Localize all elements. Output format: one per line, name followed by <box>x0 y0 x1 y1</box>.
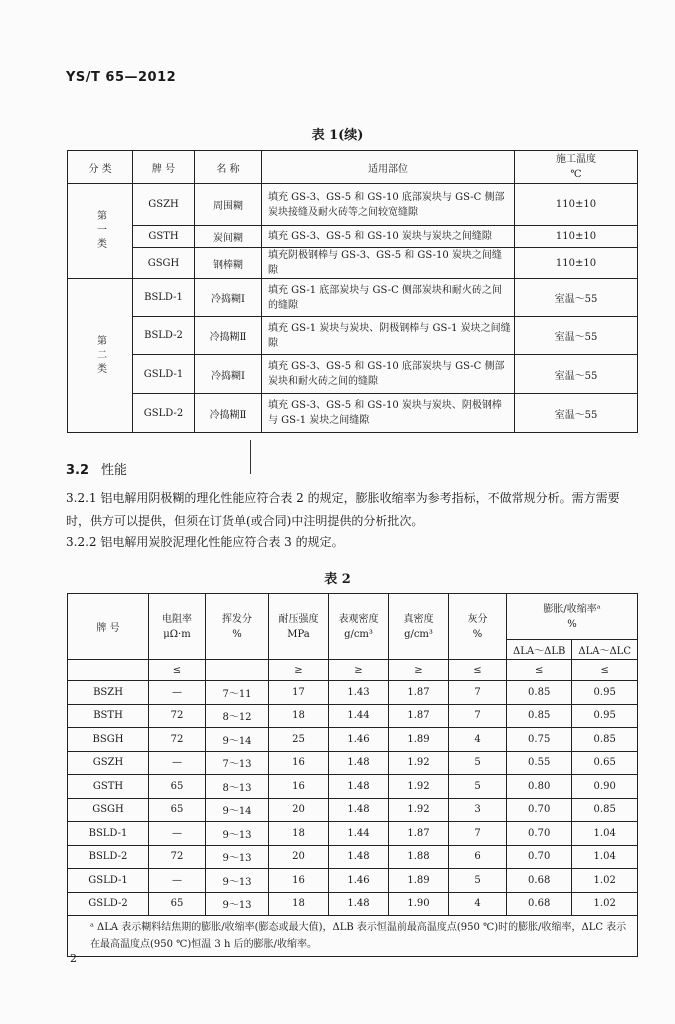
table-row <box>68 317 638 355</box>
table2-cell: 0.95 <box>572 704 638 728</box>
table1-place: 填充 GS-1 底部炭块与 GS-C 侧部炭块和耐火砖之间的缝隙 <box>262 279 515 317</box>
table2-cell: 18 <box>269 704 329 728</box>
table-row <box>68 798 638 822</box>
table2-cell: 9～13 <box>206 892 269 916</box>
table2-limit: ≤ <box>449 660 507 681</box>
table2-limit: ≤ <box>507 660 572 681</box>
table-row <box>68 869 638 893</box>
page-number: 2 <box>70 952 77 965</box>
table1-place: 填充 GS-3、GS-5 和 GS-10 炭块与炭块之间缝隙 <box>262 226 515 248</box>
table2-cell: 0.65 <box>572 751 638 775</box>
table2-cell: — <box>149 751 206 775</box>
table2-cell: 18 <box>269 822 329 846</box>
table1 <box>67 150 638 433</box>
table2-cell: 1.02 <box>572 869 638 893</box>
table2-cell: 72 <box>149 845 206 869</box>
table1-temp: 室温～55 <box>515 317 638 355</box>
table-row <box>68 728 638 752</box>
table2-cell: 0.68 <box>507 892 572 916</box>
table2-cell: 1.92 <box>389 751 449 775</box>
table2-header-volatile: 挥发分 % <box>206 594 269 660</box>
table2-header-strength: 耐压强度 MPa <box>269 594 329 660</box>
table2-header-grade: 牌 号 <box>68 594 149 660</box>
table1-temp: 室温～55 <box>515 279 638 317</box>
table1-grade: GSTH <box>133 226 195 248</box>
table1-header-name: 名 称 <box>195 151 262 184</box>
table2-cell: 1.48 <box>329 892 389 916</box>
table2-cell: — <box>149 822 206 846</box>
table2-cell: 5 <box>449 751 507 775</box>
table1-grade: BSLD-2 <box>133 317 195 355</box>
table2-cell: 1.44 <box>329 704 389 728</box>
table2 <box>67 593 638 957</box>
table2-cell: — <box>149 869 206 893</box>
table2-cell: 16 <box>269 751 329 775</box>
paragraph-3-2-1: 3.2.1 铝电解用阴极糊的理化性能应符合表 2 的规定，膨胀收缩率为参考指标，不做常规分析。需方需要时，供方可以提供，但须在订货单(或合同)中注明提供的分析批次。 <box>66 491 620 528</box>
table1-header-grade: 牌 号 <box>133 151 195 184</box>
table2-cell: 1.87 <box>389 704 449 728</box>
table1-group-label: 第二类 <box>68 279 133 433</box>
table1-caption: 表 1(续) <box>311 128 364 143</box>
table2-cell: 16 <box>269 869 329 893</box>
table1-header-place: 适用部位 <box>262 151 515 184</box>
section-title: 性能 <box>101 463 128 478</box>
table2-cell: 1.88 <box>389 845 449 869</box>
table2-header-ash: 灰分 % <box>449 594 507 660</box>
table1-name: 周围糊 <box>195 184 262 226</box>
table-row <box>68 775 638 799</box>
table2-cell: 6 <box>449 845 507 869</box>
table1-name: 冷捣糊Ⅰ <box>195 279 262 317</box>
table2-cell: 4 <box>449 892 507 916</box>
table2-cell: 7～11 <box>206 681 269 705</box>
table2-limit <box>206 660 269 681</box>
table-row <box>68 355 638 394</box>
table1-header-category: 分 类 <box>68 151 133 184</box>
table2-cell: 1.90 <box>389 892 449 916</box>
table1-temp: 110±10 <box>515 248 638 279</box>
table2-cell: 0.68 <box>507 869 572 893</box>
table-row <box>68 681 638 705</box>
table2-cell: 25 <box>269 728 329 752</box>
table2-grade: BSLD-2 <box>68 845 149 869</box>
table2-cell: 9～13 <box>206 869 269 893</box>
table-row <box>68 226 638 248</box>
table2-footnote-row <box>68 916 638 957</box>
table1-place: 填充 GS-3、GS-5 和 GS-10 炭块与炭块、阴极钢棒与 GS-1 炭块之间缝隙 <box>262 394 515 433</box>
table2-cell: 7～13 <box>206 751 269 775</box>
table2-cell: — <box>149 681 206 705</box>
table2-grade: BSTH <box>68 704 149 728</box>
table2-cell: 0.85 <box>507 681 572 705</box>
table2-cell: 65 <box>149 775 206 799</box>
table2-grade: GSGH <box>68 798 149 822</box>
table2-cell: 9～14 <box>206 728 269 752</box>
table-row <box>68 279 638 317</box>
table2-cell: 72 <box>149 704 206 728</box>
table-row <box>68 394 638 433</box>
table2-cell: 1.48 <box>329 798 389 822</box>
table2-footnote: ᵃ ΔLA 表示糊料结焦期的膨胀/收缩率(膨态或最大值)，ΔLB 表示恒温前最高温度点(950 ℃)时的膨胀/收缩率，ΔLC 表示在最高温度点(950 ℃)恒温 3 h 后的膨胀/收缩率。 <box>68 916 638 957</box>
table2-cell: 1.48 <box>329 751 389 775</box>
table1-grade: BSLD-1 <box>133 279 195 317</box>
table2-grade: BSZH <box>68 681 149 705</box>
table2-cell: 9～14 <box>206 798 269 822</box>
table2-cell: 1.92 <box>389 798 449 822</box>
table2-cell: 1.87 <box>389 822 449 846</box>
table2-header-expansion: 膨胀/收缩率ᵃ % <box>507 594 638 640</box>
table2-cell: 0.85 <box>572 728 638 752</box>
table2-cell: 0.55 <box>507 751 572 775</box>
table1-name: 冷捣糊Ⅱ <box>195 317 262 355</box>
table2-limit-row <box>68 660 638 681</box>
table2-cell: 65 <box>149 798 206 822</box>
table2-cell: 20 <box>269 798 329 822</box>
table2-limit: ≤ <box>572 660 638 681</box>
table2-cell: 18 <box>269 892 329 916</box>
table2-cell: 8～13 <box>206 775 269 799</box>
table1-place: 填充阴极钢棒与 GS-3、GS-5 和 GS-10 炭块之间缝隙 <box>262 248 515 279</box>
table2-cell: 5 <box>449 775 507 799</box>
table-row <box>68 892 638 916</box>
table2-cell: 1.89 <box>389 869 449 893</box>
table1-name: 冷捣糊Ⅰ <box>195 355 262 394</box>
table1-temp: 110±10 <box>515 184 638 226</box>
table2-header-true-density: 真密度 g/cm³ <box>389 594 449 660</box>
table2-grade: BSLD-1 <box>68 822 149 846</box>
table-row <box>68 822 638 846</box>
table-row <box>68 248 638 279</box>
table2-grade: GSZH <box>68 751 149 775</box>
table2-cell: 7 <box>449 704 507 728</box>
table1-temp: 110±10 <box>515 226 638 248</box>
table1-place: 填充 GS-3、GS-5 和 GS-10 底部炭块与 GS-C 侧部炭块接缝及耐火砖等之间较宽缝隙 <box>262 184 515 226</box>
table2-cell: 1.46 <box>329 728 389 752</box>
table2-cell: 1.48 <box>329 845 389 869</box>
table2-cell: 9～13 <box>206 845 269 869</box>
table2-caption: 表 2 <box>324 572 351 587</box>
table2-cell: 20 <box>269 845 329 869</box>
table1-name: 炭间糊 <box>195 226 262 248</box>
section-number: 3.2 <box>66 463 90 478</box>
table2-header-resistivity: 电阻率 μΩ·m <box>149 594 206 660</box>
table2-cell: 1.44 <box>329 822 389 846</box>
table2-limit: ≥ <box>389 660 449 681</box>
table2-cell: 1.92 <box>389 775 449 799</box>
table2-limit: ≥ <box>329 660 389 681</box>
table2-limit: ≥ <box>269 660 329 681</box>
table2-cell: 4 <box>449 728 507 752</box>
table1-grade: GSLD-2 <box>133 394 195 433</box>
table2-header-row <box>68 594 638 640</box>
table2-cell: 0.70 <box>507 822 572 846</box>
table2-cell: 1.04 <box>572 845 638 869</box>
table2-cell: 0.90 <box>572 775 638 799</box>
standard-code: YS/T 65—2012 <box>66 70 177 85</box>
table2-limit-spacer <box>68 660 149 681</box>
table2-cell: 1.87 <box>389 681 449 705</box>
table2-cell: 1.04 <box>572 822 638 846</box>
table2-cell: 0.80 <box>507 775 572 799</box>
table2-header-bulk-density: 表观密度 g/cm³ <box>329 594 389 660</box>
table1-temp: 室温～55 <box>515 355 638 394</box>
table2-cell: 1.48 <box>329 775 389 799</box>
table1-grade: GSLD-1 <box>133 355 195 394</box>
table2-cell: 1.89 <box>389 728 449 752</box>
table1-place: 填充 GS-3、GS-5 和 GS-10 底部炭块与 GS-C 侧部炭块和耐火砖之间的缝隙 <box>262 355 515 394</box>
table2-cell: 0.75 <box>507 728 572 752</box>
table2-cell: 72 <box>149 728 206 752</box>
table2-cell: 1.02 <box>572 892 638 916</box>
table2-grade: BSGH <box>68 728 149 752</box>
table2-cell: 3 <box>449 798 507 822</box>
table2-cell: 1.43 <box>329 681 389 705</box>
table2-header-dl-ac: ΔLA～ΔLC <box>572 640 638 660</box>
table2-limit: ≤ <box>149 660 206 681</box>
table2-cell: 7 <box>449 822 507 846</box>
table1-header-row <box>68 151 638 184</box>
table2-cell: 0.95 <box>572 681 638 705</box>
table2-cell: 7 <box>449 681 507 705</box>
table1-grade: GSGH <box>133 248 195 279</box>
table2-cell: 0.70 <box>507 845 572 869</box>
table1-header-temp: 施工温度 ℃ <box>515 151 638 184</box>
table1-group-label: 第一类 <box>68 184 133 279</box>
table2-cell: 0.85 <box>507 704 572 728</box>
table2-cell: 5 <box>449 869 507 893</box>
table2-cell: 0.70 <box>507 798 572 822</box>
table2-grade: GSTH <box>68 775 149 799</box>
table-row <box>68 751 638 775</box>
table-row <box>68 184 638 226</box>
table1-grade: GSZH <box>133 184 195 226</box>
table2-cell: 9～13 <box>206 822 269 846</box>
table1-name: 冷捣糊Ⅱ <box>195 394 262 433</box>
table2-grade: GSLD-2 <box>68 892 149 916</box>
paragraph-3-2-2: 3.2.2 铝电解用炭胶泥理化性能应符合表 3 的规定。 <box>66 535 344 549</box>
table2-cell: 8～12 <box>206 704 269 728</box>
scan-artifact-line <box>250 440 251 474</box>
table2-grade: GSLD-1 <box>68 869 149 893</box>
table1-temp: 室温～55 <box>515 394 638 433</box>
table-row <box>68 845 638 869</box>
table2-cell: 0.85 <box>572 798 638 822</box>
table2-cell: 17 <box>269 681 329 705</box>
table-row <box>68 704 638 728</box>
table2-cell: 1.46 <box>329 869 389 893</box>
section-heading <box>66 459 127 478</box>
table2-cell: 65 <box>149 892 206 916</box>
table2-body <box>68 681 638 916</box>
table2-cell: 16 <box>269 775 329 799</box>
table2-header-dl-ab: ΔLA～ΔLB <box>507 640 572 660</box>
table1-name: 钢棒糊 <box>195 248 262 279</box>
table1-place: 填充 GS-1 炭块与炭块、阴极钢棒与 GS-1 炭块之间缝隙 <box>262 317 515 355</box>
